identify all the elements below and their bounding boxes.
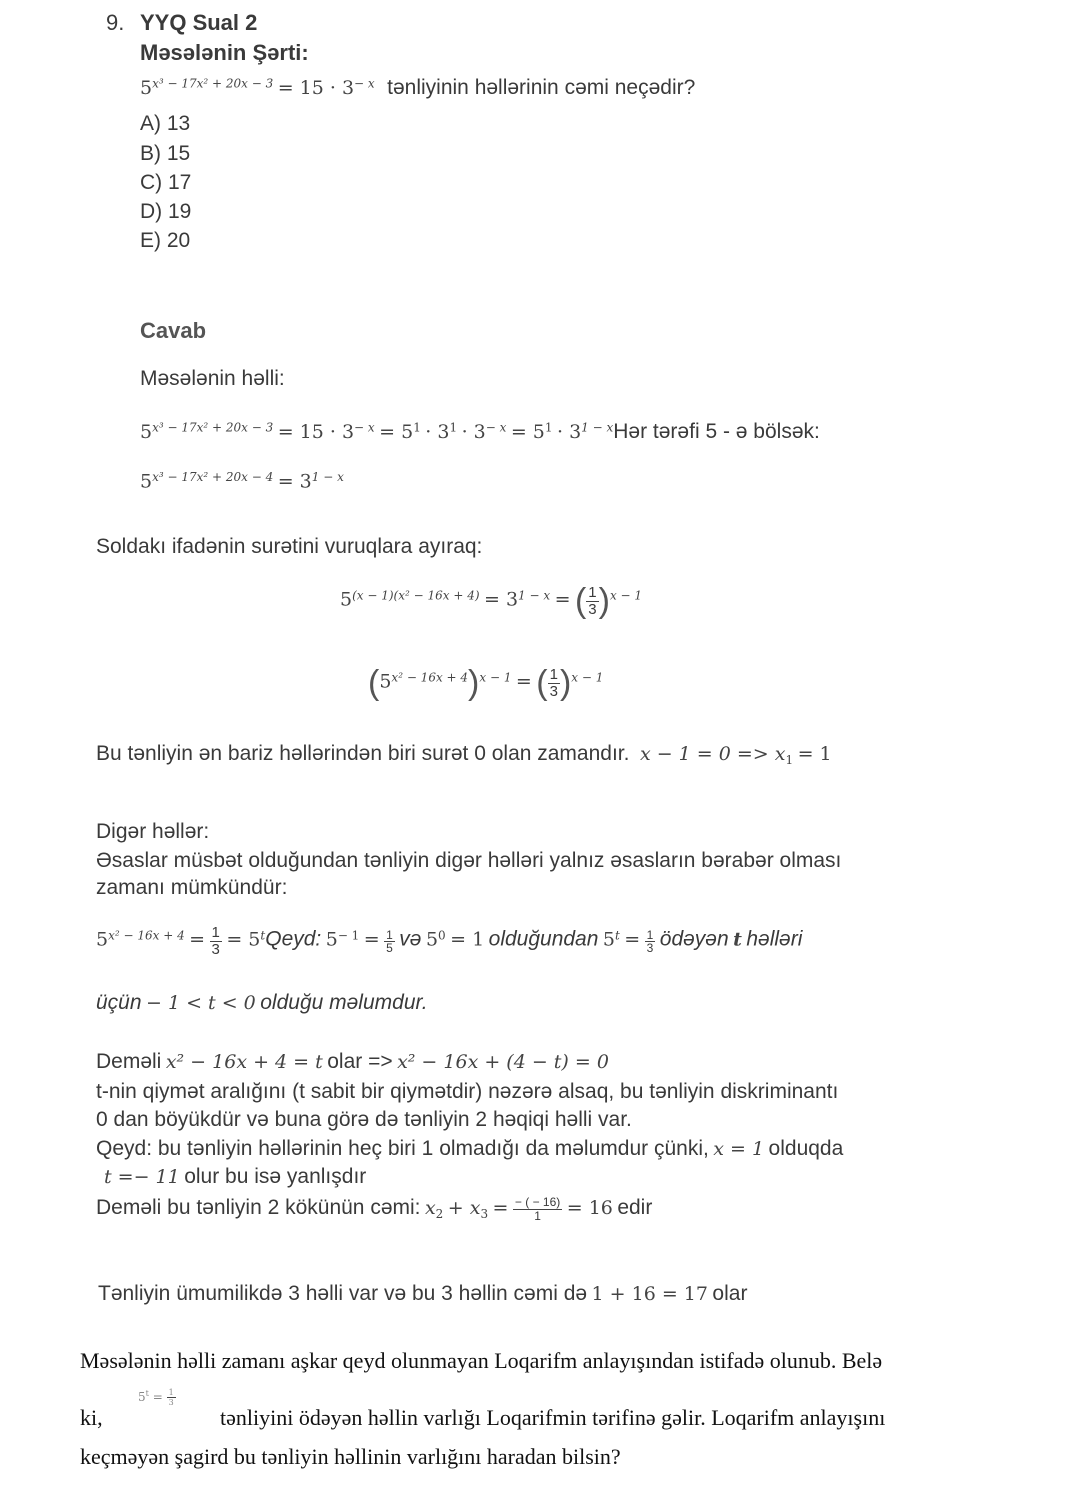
note-zero-exp: 0 bbox=[438, 928, 446, 943]
note-t-eq: = bbox=[624, 928, 641, 951]
sum-frac: $\frac{- ( - 16)}{1}$ bbox=[514, 1195, 561, 1224]
note-m1-exp: − 1 bbox=[337, 928, 360, 943]
sum-math: x bbox=[424, 1197, 436, 1219]
note-since: olduğundan bbox=[488, 927, 599, 951]
sum-res: = 16 bbox=[566, 1197, 613, 1219]
eq-rhs: = 15 · 3 bbox=[277, 77, 355, 99]
eq3-line bbox=[96, 925, 802, 958]
eq3-mid: = 5 bbox=[226, 928, 261, 951]
obvious-sub: 1 bbox=[785, 753, 794, 768]
sum-edir: edir bbox=[617, 1196, 653, 1219]
f-eq: = bbox=[554, 588, 571, 611]
for-line bbox=[96, 991, 428, 1015]
sum-plus: + x bbox=[447, 1197, 481, 1219]
l2-rest: = 3 bbox=[277, 470, 312, 493]
sum-line bbox=[96, 1196, 652, 1223]
grouped-equation: $(5^{x^2 - 16x + 4})^{x - 1}$ = ( $\frac{1}{3}$ )$^{x - 1}$ bbox=[368, 664, 604, 702]
comment-line-2-rest: tənliyini ödəyən həllin varlığı Loqarifmin tərifinə gəlir. Loqarifm anlayışını bbox=[220, 1405, 886, 1430]
range-text-1: t-nin qiymət aralığını (t sabit bir qiymətdir) nəzərə alsaq, bu tənliyin diskriminantı bbox=[96, 1080, 839, 1103]
l1-dot3-exp: 1 − x bbox=[581, 420, 614, 435]
l2-base: 5 bbox=[140, 470, 153, 493]
qeyd2-end: olduqda bbox=[768, 1137, 844, 1160]
g-frac: $\frac{1}{3}$ bbox=[549, 666, 558, 700]
eq-rhs-exp: − x bbox=[354, 76, 375, 91]
l1-exp: x³ − 17x² + 20x − 3 bbox=[152, 420, 274, 435]
question-number: 9. bbox=[106, 10, 125, 35]
eq3-eq: = bbox=[189, 928, 206, 951]
ci-frac: $\frac{1}{3}$ bbox=[168, 1388, 174, 1407]
note-end2: həlləri bbox=[746, 927, 803, 951]
obvious-text: Bu tənliyin ən bariz həllərindən biri surət 0 olan zamandır. bbox=[96, 742, 630, 765]
f-rhs-exp: 1 − x bbox=[518, 588, 551, 603]
note-t-exp: t bbox=[614, 928, 620, 943]
l1-rest-exp: − x bbox=[354, 420, 375, 435]
option-c: C) 17 bbox=[140, 171, 192, 194]
for-math: − 1 < t < 0 bbox=[146, 992, 256, 1014]
eq-exponent: x³ − 17x² + 20x − 3 bbox=[152, 76, 274, 91]
other-text-2: zamanı mümkündür: bbox=[96, 876, 288, 899]
option-e: E) 20 bbox=[140, 229, 191, 252]
g-pow2: x − 1 bbox=[571, 670, 604, 685]
l1-eq3-exp: 1 bbox=[544, 420, 553, 435]
f-pow: x − 1 bbox=[609, 588, 643, 603]
qeyd2-end2: olur bu isə yanlışdır bbox=[184, 1165, 367, 1188]
qeyd2-math2: t =− 11 bbox=[104, 1166, 180, 1188]
note-zero-eq: = 1 bbox=[450, 928, 485, 951]
g-exp: x² − 16x + 4 bbox=[391, 670, 469, 685]
condition-label: Məsələnin Şərti: bbox=[140, 40, 309, 65]
note-t-var: t bbox=[733, 928, 742, 951]
qeyd2-math: x = 1 bbox=[713, 1138, 765, 1160]
note-t-frac: $\frac{1}{3}$ bbox=[646, 928, 654, 955]
condition-equation bbox=[140, 76, 695, 100]
for-end: olduğu məlumdur. bbox=[260, 991, 428, 1014]
then-olar: olar => bbox=[327, 1050, 393, 1073]
l1-dot-exp: 1 bbox=[449, 420, 458, 435]
obvious-end: = 1 bbox=[797, 743, 832, 765]
ci-eq: = bbox=[152, 1390, 163, 1404]
sum-eq: = bbox=[492, 1197, 509, 1219]
then-math: x² − 16x + 4 = t bbox=[165, 1051, 323, 1073]
l1-eq2: = 5 bbox=[379, 421, 414, 443]
note-zero: 5 bbox=[425, 928, 439, 951]
l1-dot: · 3 bbox=[425, 421, 450, 443]
l1-dot2: · 3 bbox=[461, 421, 486, 443]
eq-base: 5 bbox=[140, 77, 153, 99]
option-a: A) 13 bbox=[140, 112, 191, 135]
g-base: 5 bbox=[379, 670, 392, 693]
l2-rest-exp: 1 − x bbox=[311, 470, 344, 484]
solution-label: Məsələnin həlli: bbox=[140, 367, 285, 390]
note-m1: 5 bbox=[325, 928, 338, 951]
comment-line-3: keçməyən şagird bu tənliyin həllinin varlığını haradan bilsin? bbox=[80, 1444, 621, 1469]
factor-text: Soldakı ifadənin surətini vuruqlara ayıraq: bbox=[96, 535, 483, 558]
l1-dot3: · 3 bbox=[556, 421, 582, 443]
sum-text: Deməli bu tənliyin 2 kökünün cəmi: bbox=[96, 1196, 421, 1219]
comment-line-1: Məsələnin həlli zamanı aşkar qeyd olunmayan Loqarifm anlayışından istifadə olunub. Belə bbox=[80, 1348, 883, 1373]
l1-eq3: = 5 bbox=[510, 421, 545, 443]
comment-inline-equation bbox=[138, 1388, 176, 1407]
l2-exp: x³ − 17x² + 20x − 4 bbox=[152, 470, 274, 484]
eq3-exp: x² − 16x + 4 bbox=[108, 928, 185, 943]
total-math: 1 + 16 = 17 bbox=[591, 1283, 708, 1305]
f-exp: (x − 1)(x² − 16x + 4) bbox=[352, 588, 480, 603]
ci-exp: t bbox=[145, 1389, 149, 1398]
solution-line-2 bbox=[140, 470, 344, 492]
then-math2: x² − 16x + (4 − t) = 0 bbox=[397, 1051, 609, 1073]
note-end: ödəyən bbox=[659, 927, 729, 951]
question-title: YYQ Sual 2 bbox=[140, 10, 258, 35]
f-base: 5 bbox=[340, 588, 353, 611]
eq3-mid-exp: t bbox=[260, 928, 266, 943]
obvious-math: x − 1 = 0 => x bbox=[639, 743, 786, 765]
note-and: və bbox=[399, 927, 422, 951]
answer-label: Cavab bbox=[140, 318, 207, 343]
note-t: 5 bbox=[602, 928, 615, 951]
then-text: Deməli bbox=[96, 1050, 162, 1073]
obvious-solution bbox=[96, 742, 832, 767]
sum-sub3: 3 bbox=[480, 1207, 489, 1222]
note-label: Qeyd: bbox=[265, 927, 322, 951]
l1-eq2-exp: 1 bbox=[413, 420, 421, 435]
qeyd2-line-2 bbox=[104, 1165, 366, 1189]
option-b: B) 15 bbox=[140, 142, 191, 165]
other-text-1: Əsaslar müsbət olduğundan tənliyin digər həlləri yalnız əsasların bərabər olması bbox=[96, 849, 842, 872]
other-label: Digər həllər: bbox=[96, 820, 210, 843]
for-text: üçün bbox=[96, 991, 142, 1014]
solution-line-1 bbox=[140, 420, 820, 444]
range-text-2: 0 dan böyükdür və buna görə də tənliyin 2 həqiqi həlli var. bbox=[96, 1108, 632, 1131]
factor-equation: $5^{(x - 1)(x^2 - 16x + 4)} = 3^{1 - x}$ = ( $\frac{1}{3}$ )$^{x - 1}$ bbox=[340, 582, 643, 620]
sum-sub2: 2 bbox=[435, 1207, 444, 1222]
total-text: Tənliyin ümumilikdə 3 həlli var və bu 3 həllin cəmi də bbox=[98, 1282, 588, 1305]
ci-base: 5 bbox=[138, 1390, 146, 1404]
qeyd2-text: Qeyd: bu tənliyin həllərinin heç biri 1 olmadığı da məlumdur çünki, bbox=[96, 1137, 709, 1160]
comment-line-2-start: ki, bbox=[80, 1405, 103, 1430]
g-pow: x − 1 bbox=[479, 670, 512, 685]
total-end: olar bbox=[712, 1282, 748, 1305]
l1-rest: = 15 · 3 bbox=[277, 421, 355, 443]
g-eq: = bbox=[515, 670, 532, 693]
eq3-base: 5 bbox=[96, 928, 109, 951]
f-rhs: = 3 bbox=[483, 588, 519, 611]
l1-text: Hər tərəfi 5 - ə bölsək: bbox=[613, 420, 820, 443]
note-frac: $\frac{1}{5}$ bbox=[386, 928, 393, 955]
l1-base: 5 bbox=[140, 421, 153, 443]
l1-dot2-exp: − x bbox=[485, 420, 507, 435]
qeyd2-line bbox=[96, 1137, 843, 1161]
option-d: D) 19 bbox=[140, 200, 192, 223]
eq3-frac: $\frac{1}{3}$ bbox=[211, 924, 220, 958]
then-line bbox=[96, 1050, 609, 1074]
note-eq: = bbox=[363, 928, 380, 951]
f-frac: $\frac{1}{3}$ bbox=[588, 584, 597, 618]
total-line bbox=[98, 1282, 747, 1306]
eq-question-text: tənliyinin həllərinin cəmi neçədir? bbox=[387, 76, 696, 99]
